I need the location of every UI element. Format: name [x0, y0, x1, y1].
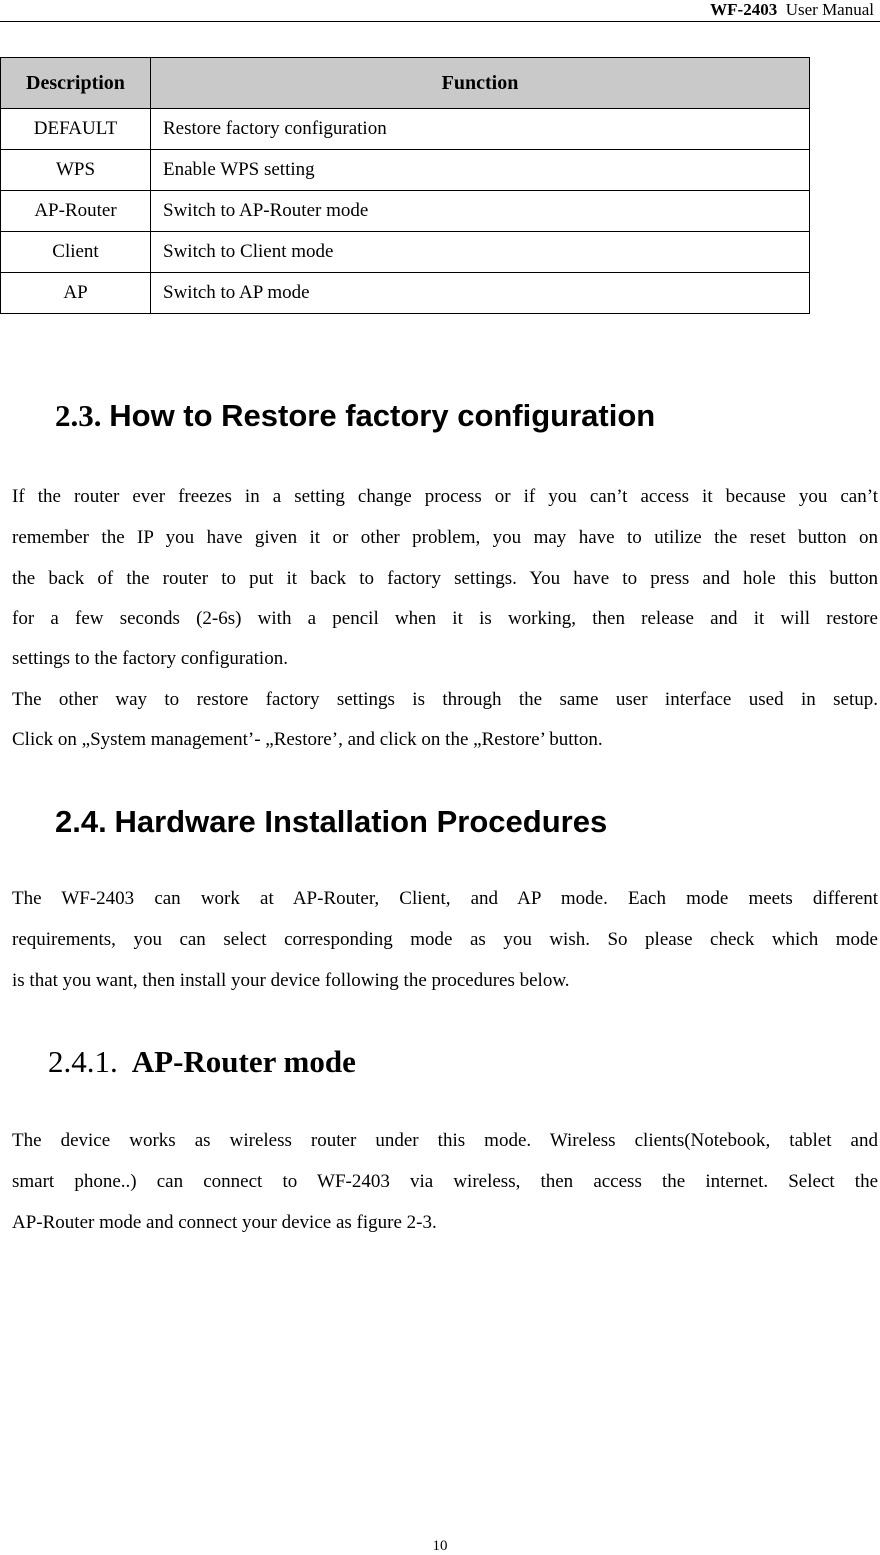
table-cell: Restore factory configuration	[151, 109, 810, 150]
header-model: WF-2403	[710, 0, 778, 19]
table-cell: Switch to AP mode	[151, 273, 810, 314]
section-title: How to Restore factory configuration	[109, 398, 656, 433]
table-row	[1, 232, 810, 273]
paragraph-line: for a few seconds (2-6s) with a pencil when it is working, then release and it will restore	[12, 608, 878, 629]
table-cell: WPS	[1, 150, 151, 191]
paragraph-line: is that you want, then install your device following the procedures below.	[12, 970, 570, 991]
section-number: 2.4.	[55, 804, 107, 839]
section-number: 2.4.1.	[48, 1044, 118, 1079]
paragraph-line: requirements, you can select corresponding mode as you wish. So please check which mode	[12, 929, 878, 950]
section-heading-2-3	[55, 398, 655, 434]
table-row	[1, 150, 810, 191]
paragraph-line: The WF-2403 can work at AP-Router, Client, and AP mode. Each mode meets different	[12, 888, 878, 909]
table-cell: Client	[1, 232, 151, 273]
page-number: 10	[432, 1538, 448, 1554]
table-cell: Switch to Client mode	[151, 232, 810, 273]
table-header-row	[1, 58, 810, 109]
paragraph-line: the back of the router to put it back to factory settings. You have to press and hole this button	[12, 568, 878, 589]
section-title: AP-Router mode	[131, 1044, 356, 1079]
table-cell: DEFAULT	[1, 109, 151, 150]
table-row	[1, 273, 810, 314]
table-row	[1, 191, 810, 232]
header-title: User Manual	[785, 0, 874, 19]
table-row	[1, 109, 810, 150]
column-header: Function	[151, 58, 810, 109]
section-number: 2.3.	[55, 398, 102, 433]
paragraph-line: settings to the factory configuration.	[12, 648, 288, 669]
paragraph-line: AP-Router mode and connect your device as figure 2-3.	[12, 1212, 437, 1233]
paragraph-line: Click on „System management’- „Restore’, and click on the „Restore’ button.	[12, 729, 603, 750]
table-cell: AP	[1, 273, 151, 314]
paragraph-line: The other way to restore factory settings is through the same user interface used in setup.	[12, 689, 878, 710]
column-header: Description	[1, 58, 151, 109]
section-title: Hardware Installation Procedures	[114, 804, 608, 839]
section-heading-2-4-1	[48, 1044, 356, 1080]
paragraph-line: smart phone..) can connect to WF-2403 via wireless, then access the internet. Select the	[12, 1171, 878, 1192]
paragraph-line: The device works as wireless router under this mode. Wireless clients(Notebook, tablet and	[12, 1130, 878, 1151]
header-rule	[0, 21, 880, 22]
button-function-table	[0, 57, 810, 314]
paragraph-line: If the router ever freezes in a setting change process or if you can’t access it because you can’t	[12, 486, 878, 507]
table-cell: Switch to AP-Router mode	[151, 191, 810, 232]
table-cell: Enable WPS setting	[151, 150, 810, 191]
table-cell: AP-Router	[1, 191, 151, 232]
section-heading-2-4	[55, 804, 607, 840]
paragraph-line: remember the IP you have given it or other problem, you may have to utilize the reset button on	[12, 527, 878, 548]
running-header	[710, 0, 874, 20]
